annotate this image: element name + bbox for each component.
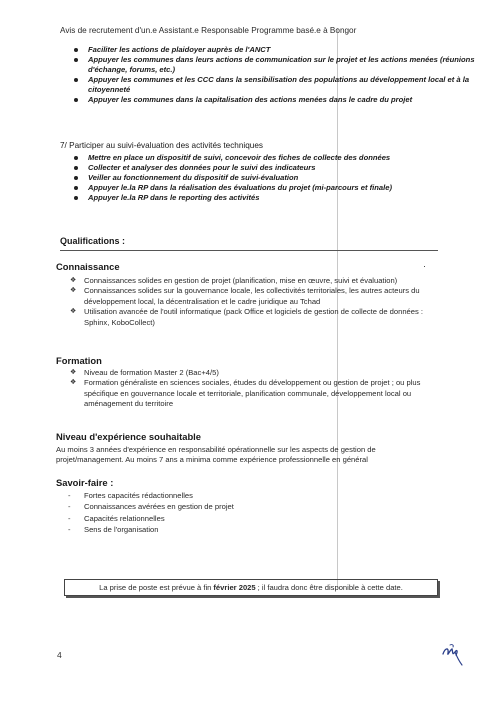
list-item: Appuyer le.la RP dans le reporting des activités [60,193,392,203]
experience-title: Niveau d'expérience souhaitable [56,431,201,442]
handwritten-initials-icon [440,640,466,668]
list-item: Appuyer les communes dans la capitalisation des actions menées dans le cadre du projet [60,95,500,105]
list-item: Appuyer les communes et les CCC dans la sensibilisation des populations au développement local et à la citoyenneté [60,75,500,95]
qualifications-title: Qualifications : [60,236,126,246]
connaissance-title: Connaissance [56,261,120,272]
list-item: Veiller au fonctionnement du dispositif de suivi-évaluation [60,173,392,183]
list-item: ❖ Utilisation avancée de l'outil informatique (pack Office et logiciels de gestion de collecte de données : Sphinx, KoboCollect) [56,307,440,328]
list-item: - Fortes capacités rédactionnelles [56,490,234,501]
section-7-title: 7/ Participer au suivi-évaluation des activités techniques [60,141,263,150]
list-item: - Sens de l'organisation [56,524,234,535]
list-item: Faciliter les actions de plaidoyer auprès de l'ANCT [60,45,500,55]
list-item: Mettre en place un dispositif de suivi, concevoir des fiches de collecte des données [60,153,392,163]
start-date-notice [64,579,438,596]
connaissance-list [56,276,440,328]
list-item: Appuyer le.la RP dans la réalisation des évaluations du projet (mi-parcours et finale) [60,183,392,193]
list-item: Appuyer les communes dans leurs actions de communication sur le projet et les actions menées (réunions d'échange, forums, etc.) [60,55,500,75]
formation-list [56,368,440,410]
list-item: - Capacités relationnelles [56,513,234,524]
top-bullet-list [60,45,500,106]
savoir-faire-list [56,490,234,536]
section-7-list [60,153,392,203]
list-item: Collecter et analyser des données pour le suivi des indicateurs [60,163,392,173]
list-item: ❖ Connaissances solides en gestion de projet (planification, mise en œuvre, suivi et évaluation) [56,276,440,286]
notice-text-after: ; il faudra donc être disponible à cette date. [257,583,403,592]
list-item: ❖ Connaissances solides sur la gouvernance locale, les collectivités territoriales, les autres acteurs du développement local, la décentralisation et le cadre juridique au Tchad [56,286,440,307]
formation-title: Formation [56,355,102,366]
list-item: ❖ Niveau de formation Master 2 (Bac+4/5) [56,368,440,378]
notice-text-before: La prise de poste est prévue à fin [99,583,212,592]
list-item: ❖ Formation généraliste en sciences sociales, études du développement ou gestion de projet ; ou plus spécifique en gouvernance locale et territoriale, planification communale, développement local ou aménagement du territoire [56,378,440,409]
experience-text: Au moins 3 années d'expérience en responsabilité opérationnelle sur les aspects de gestion de projet/management. Au moins 7 ans a minima comme expérience professionnelle en général [56,445,376,465]
page-header: Avis de recrutement d'un.e Assistant.e Responsable Programme basé.e à Bongor [60,26,357,35]
page-number: 4 [57,650,62,660]
list-item: - Connaissances avérées en gestion de projet [56,501,234,512]
savoir-faire-title: Savoir-faire : [56,477,114,488]
notice-date: février 2025 [213,583,256,592]
scan-speck [424,266,425,267]
divider [60,250,438,251]
